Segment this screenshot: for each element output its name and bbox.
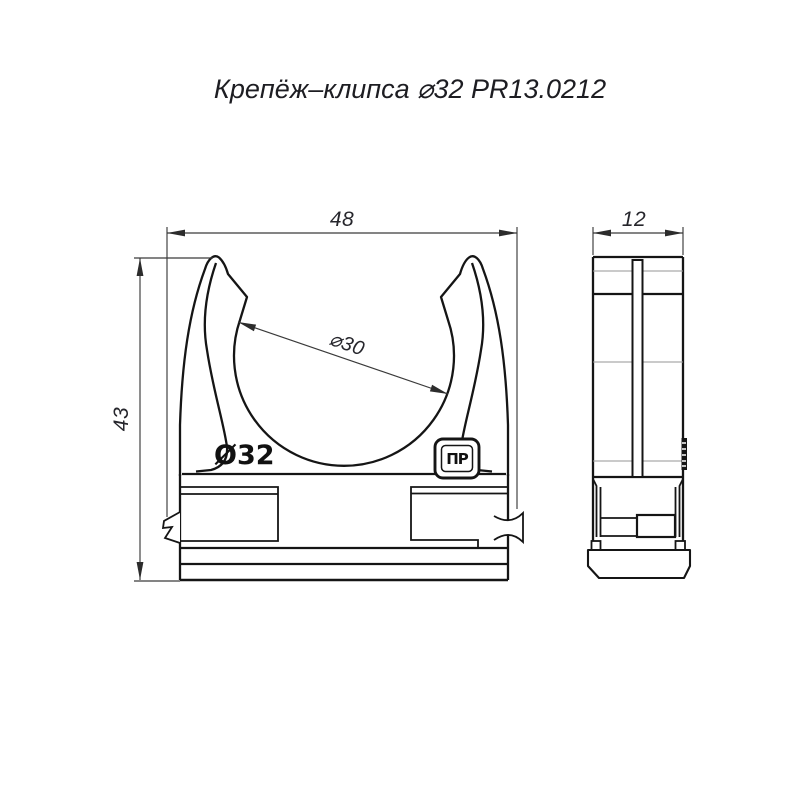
arrowhead-icon <box>499 230 517 237</box>
arrowhead-icon <box>238 322 256 331</box>
left-window <box>180 487 278 541</box>
dim-height-43 <box>110 258 213 581</box>
central-rib <box>633 260 643 477</box>
dim-diameter-value: ⌀30 <box>326 328 368 361</box>
left-step <box>592 541 601 550</box>
arrowhead-icon <box>665 230 683 237</box>
arrowhead-icon <box>167 230 185 237</box>
right-window <box>411 487 508 548</box>
dim-height-value: 43 <box>110 406 133 432</box>
size-label: Ø32 <box>214 440 275 471</box>
dim-diameter-30 <box>238 322 448 394</box>
arrowhead-icon <box>137 562 144 580</box>
side-view <box>588 208 690 578</box>
left-barb-latch <box>163 512 180 543</box>
drawing-title: Крепёж–клипса ⌀32 PR13.0212 <box>213 74 607 104</box>
manufacturer-logo-text: ПР <box>446 450 468 468</box>
bottom-flange <box>588 550 690 578</box>
arrowhead-icon <box>593 230 611 237</box>
arrowhead-icon <box>137 258 144 276</box>
arrowhead-icon <box>430 385 448 394</box>
serrated-strip <box>682 438 688 470</box>
manufacturer-logo-icon <box>435 439 479 478</box>
front-view <box>110 208 523 581</box>
latch-mechanism <box>601 515 676 537</box>
dim-depth-value: 12 <box>621 208 647 231</box>
dim-width-value: 48 <box>329 208 355 231</box>
right-step <box>676 541 686 550</box>
dim-depth-12 <box>593 208 683 255</box>
